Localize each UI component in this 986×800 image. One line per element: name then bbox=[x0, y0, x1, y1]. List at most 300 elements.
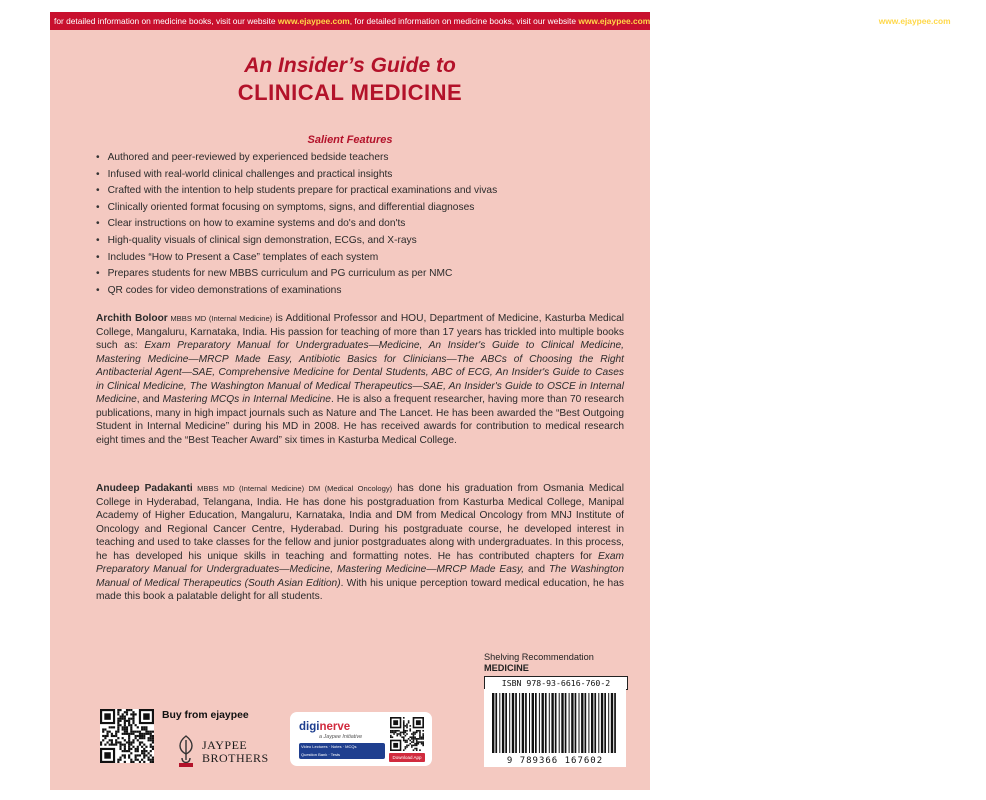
qr-module bbox=[119, 741, 121, 743]
qr-module bbox=[122, 733, 124, 735]
qr-module bbox=[135, 759, 137, 761]
qr-module bbox=[152, 757, 154, 759]
qr-module bbox=[398, 730, 400, 732]
qr-module bbox=[104, 752, 110, 758]
qr-module bbox=[102, 735, 104, 737]
qr-module bbox=[102, 739, 104, 741]
qr-module bbox=[403, 722, 405, 724]
qr-module bbox=[111, 744, 113, 746]
qr-module bbox=[416, 741, 418, 743]
qr-module bbox=[148, 759, 150, 761]
qr-module bbox=[393, 732, 395, 734]
barcode-bar bbox=[545, 693, 547, 753]
qr-module bbox=[130, 718, 132, 720]
qr-module bbox=[419, 730, 421, 732]
qr-module bbox=[150, 744, 152, 746]
barcode-bar bbox=[569, 693, 570, 753]
qr-module bbox=[117, 761, 119, 763]
qr-module bbox=[117, 726, 119, 728]
qr-module bbox=[400, 735, 402, 737]
qr-module bbox=[145, 731, 147, 733]
qr-module bbox=[145, 733, 147, 735]
qr-module bbox=[413, 738, 415, 740]
qr-module bbox=[403, 717, 405, 719]
website-url[interactable]: www.ejaypee.com bbox=[277, 16, 350, 26]
qr-module bbox=[413, 741, 415, 743]
qr-module bbox=[143, 744, 145, 746]
barcode-bar bbox=[555, 693, 557, 753]
qr-module bbox=[130, 761, 132, 763]
qr-module bbox=[143, 733, 145, 735]
qr-module bbox=[128, 720, 130, 722]
qr-module bbox=[141, 750, 143, 752]
qr-module bbox=[130, 728, 132, 730]
qr-module bbox=[132, 718, 134, 720]
qr-module bbox=[139, 735, 141, 737]
qr-module bbox=[128, 718, 130, 720]
qr-module bbox=[135, 731, 137, 733]
qr-module bbox=[130, 726, 132, 728]
qr-module bbox=[416, 745, 418, 747]
qr-module bbox=[109, 744, 111, 746]
bio-text: and bbox=[524, 564, 549, 575]
qr-module bbox=[124, 761, 126, 763]
qr-module bbox=[411, 733, 413, 735]
qr-module bbox=[148, 731, 150, 733]
qr-module bbox=[130, 741, 132, 743]
qr-module bbox=[413, 745, 415, 747]
qr-module bbox=[128, 722, 130, 724]
qr-module bbox=[145, 728, 147, 730]
barcode-bar bbox=[588, 693, 589, 753]
qr-module bbox=[126, 720, 128, 722]
qr-module bbox=[130, 744, 132, 746]
qr-module bbox=[416, 730, 418, 732]
bio-text: has done his graduation from Osmania Medical College in Hyderabad, Telangana, India. He has done his postgraduation from Kasturba Medical College, Manipal Academy of Higher Education, Mangaluru, Karnataka, India and DM from Medical Oncology from MNJ Institute of Oncology and Regional Cancer Centre, Hyderabad. During his postgraduate course, he developed interest in teaching and used to take classes for the fellow and junior postgraduates along with undergraduates. In this process, he has developed his unique skills in teaching and formatting notes. He has contributed chapters for bbox=[96, 483, 624, 562]
qr-module bbox=[405, 746, 407, 748]
qr-module bbox=[398, 733, 400, 735]
qr-module bbox=[119, 709, 121, 711]
qr-module bbox=[152, 737, 154, 739]
qr-module bbox=[390, 730, 392, 732]
qr-module bbox=[109, 739, 111, 741]
barcode-bar bbox=[499, 693, 500, 753]
qr-module bbox=[422, 743, 424, 745]
barcode-bar bbox=[579, 693, 580, 753]
barcode-bar bbox=[529, 693, 530, 753]
barcode-number: 9 789366 167602 bbox=[506, 756, 604, 766]
qr-module bbox=[132, 720, 134, 722]
qr-module bbox=[401, 736, 403, 738]
qr-module bbox=[111, 726, 113, 728]
qr-module bbox=[406, 746, 408, 748]
qr-module bbox=[137, 759, 139, 761]
qr-module bbox=[393, 730, 395, 732]
diginerve-qr-icon[interactable] bbox=[390, 717, 424, 751]
qr-module bbox=[137, 750, 139, 752]
qr-module bbox=[132, 731, 134, 733]
qr-module bbox=[117, 737, 119, 739]
qr-module bbox=[128, 744, 130, 746]
qr-module bbox=[421, 743, 423, 745]
barcode-bar bbox=[565, 693, 567, 753]
qr-module bbox=[411, 741, 413, 743]
qr-code-icon[interactable] bbox=[100, 709, 154, 763]
qr-module bbox=[132, 733, 134, 735]
qr-module bbox=[419, 732, 421, 734]
qr-module bbox=[124, 711, 126, 713]
qr-module bbox=[145, 746, 147, 748]
qr-module bbox=[408, 722, 410, 724]
qr-module bbox=[395, 730, 397, 732]
isbn-barcode bbox=[484, 689, 626, 767]
qr-module bbox=[137, 754, 139, 756]
qr-module bbox=[405, 730, 407, 732]
qr-module bbox=[416, 720, 421, 725]
qr-module bbox=[405, 735, 407, 737]
qr-module bbox=[408, 720, 410, 722]
qr-module bbox=[403, 733, 405, 735]
barcode-bar bbox=[581, 693, 583, 753]
qr-module bbox=[122, 718, 124, 720]
qr-module bbox=[409, 730, 411, 732]
qr-module bbox=[405, 725, 407, 727]
qr-module bbox=[141, 752, 143, 754]
qr-module bbox=[119, 759, 121, 761]
qr-module bbox=[139, 737, 141, 739]
qr-module bbox=[111, 741, 113, 743]
qr-module bbox=[150, 754, 152, 756]
qr-module bbox=[405, 748, 407, 750]
qr-module bbox=[143, 761, 145, 763]
qr-module bbox=[122, 728, 124, 730]
qr-module bbox=[422, 738, 424, 740]
qr-module bbox=[409, 725, 411, 727]
author-name: Anudeep Padakanti bbox=[96, 483, 193, 494]
qr-module bbox=[421, 738, 423, 740]
qr-module bbox=[403, 732, 405, 734]
qr-module bbox=[135, 748, 137, 750]
qr-module bbox=[408, 738, 410, 740]
qr-module bbox=[117, 713, 119, 715]
barcode-bar bbox=[561, 693, 563, 753]
qr-module bbox=[150, 735, 152, 737]
qr-module bbox=[419, 735, 421, 737]
qr-module bbox=[132, 761, 134, 763]
qr-module bbox=[400, 732, 402, 734]
shelving-label: Shelving Recommendation bbox=[484, 652, 594, 662]
qr-module bbox=[124, 726, 126, 728]
qr-module bbox=[115, 741, 117, 743]
bio-text: Exam Preparatory Manual for Undergraduates—Medicine, Mastering Medicine—MRCP Made Easy, bbox=[96, 550, 624, 575]
qr-module bbox=[150, 739, 152, 741]
feature-item: • Prepares students for new MBBS curriculum and PG curriculum as per NMC bbox=[96, 266, 497, 283]
qr-module bbox=[413, 740, 415, 742]
strip-text: , for detailed information on medicine books, visit our website bbox=[349, 16, 579, 26]
author-bio-1 bbox=[96, 312, 624, 447]
qr-module bbox=[406, 725, 408, 727]
qr-module bbox=[409, 740, 411, 742]
qr-module bbox=[137, 731, 139, 733]
qr-module bbox=[100, 744, 102, 746]
qr-module bbox=[122, 737, 124, 739]
qr-module bbox=[414, 732, 416, 734]
website-url[interactable]: www.ejaypee.com bbox=[878, 16, 951, 26]
qr-module bbox=[413, 749, 415, 751]
qr-module bbox=[409, 728, 411, 730]
qr-module bbox=[150, 737, 152, 739]
qr-module bbox=[403, 727, 405, 729]
qr-module bbox=[128, 741, 130, 743]
download-app-button[interactable]: Download App bbox=[389, 753, 425, 762]
qr-module bbox=[122, 715, 124, 717]
qr-module bbox=[128, 733, 130, 735]
qr-module bbox=[139, 754, 141, 756]
qr-module bbox=[141, 759, 143, 761]
author-bio-2 bbox=[96, 482, 624, 604]
shelving-recommendation bbox=[484, 652, 594, 674]
qr-module bbox=[422, 745, 424, 747]
qr-module bbox=[115, 735, 117, 737]
barcode-bar bbox=[591, 693, 593, 753]
qr-module bbox=[413, 736, 415, 738]
qr-module bbox=[419, 741, 421, 743]
qr-module bbox=[405, 732, 407, 734]
qr-module bbox=[408, 745, 410, 747]
qr-module bbox=[135, 737, 137, 739]
qr-module bbox=[393, 720, 398, 725]
qr-module bbox=[113, 726, 115, 728]
qr-module bbox=[104, 744, 106, 746]
barcode-bar bbox=[502, 693, 504, 753]
author-degrees: MBBS MD (Internal Medicine) bbox=[167, 314, 273, 323]
barcode-bar bbox=[525, 693, 527, 753]
qr-module bbox=[416, 738, 418, 740]
qr-module bbox=[124, 718, 126, 720]
qr-module bbox=[409, 743, 411, 745]
qr-module bbox=[117, 718, 119, 720]
qr-module bbox=[411, 745, 413, 747]
qr-module bbox=[122, 744, 124, 746]
qr-module bbox=[117, 720, 119, 722]
isbn-text: ISBN 978-93-6616-760-2 bbox=[484, 676, 628, 690]
qr-module bbox=[403, 723, 405, 725]
barcode-bar bbox=[495, 693, 497, 753]
qr-module bbox=[150, 746, 152, 748]
barcode-bar bbox=[549, 693, 550, 753]
diginerve-subtitle: a Jaypee Initiative bbox=[319, 734, 363, 740]
author-name: Archith Boloor bbox=[96, 313, 168, 324]
qr-module bbox=[411, 738, 413, 740]
qr-module bbox=[137, 735, 139, 737]
qr-module bbox=[393, 733, 395, 735]
qr-module bbox=[416, 740, 418, 742]
qr-module bbox=[126, 713, 128, 715]
qr-module bbox=[137, 748, 139, 750]
qr-module bbox=[150, 761, 152, 763]
diginerve-feature: Video Lectures · Notes · MCQs bbox=[301, 744, 357, 749]
feature-item: • Crafted with the intention to help students prepare for practical examinations and vivas bbox=[96, 183, 497, 200]
qr-module bbox=[418, 743, 420, 745]
qr-module bbox=[135, 750, 137, 752]
qr-module bbox=[141, 735, 143, 737]
qr-module bbox=[416, 749, 418, 751]
qr-module bbox=[392, 730, 394, 732]
qr-module bbox=[122, 726, 124, 728]
qr-module bbox=[106, 735, 108, 737]
qr-module bbox=[150, 731, 152, 733]
qr-module bbox=[143, 752, 145, 754]
qr-module bbox=[145, 726, 147, 728]
qr-module bbox=[141, 741, 143, 743]
qr-module bbox=[403, 749, 405, 751]
qr-module bbox=[135, 754, 137, 756]
diginerve-panel[interactable] bbox=[290, 712, 432, 766]
qr-module bbox=[132, 741, 134, 743]
jaypee-line-1: JAYPEE bbox=[202, 738, 248, 752]
qr-module bbox=[104, 713, 110, 719]
qr-module bbox=[141, 746, 143, 748]
qr-module bbox=[403, 736, 405, 738]
qr-module bbox=[132, 746, 134, 748]
bio-text: Exam Preparatory Manual for Undergraduates—Medicine, An Insider's Guide to Clinical Medicine, Mastering Medicine—MRCP Made Easy, Antibiotic Basics for Clinicians—The ABCs of Choosing the Right Antibacterial Agent—SAE, Comprehensive Medicine for Dental Students, ABC of ECG, An Insider's Guide to Cases in Clinical Medicine, The Washington Manual of Medical Therapeutics—SAE, An Insider's Guide to OSCE in Internal Medicine bbox=[96, 340, 624, 405]
qr-module bbox=[126, 709, 128, 711]
qr-module bbox=[145, 750, 147, 752]
qr-module bbox=[390, 732, 392, 734]
strip-text: for detailed information on medicine books, visit our website bbox=[54, 16, 278, 26]
qr-module bbox=[150, 750, 152, 752]
qr-module bbox=[390, 736, 392, 738]
qr-module bbox=[422, 730, 424, 732]
qr-module bbox=[122, 754, 124, 756]
salient-heading: Salient Features bbox=[307, 134, 393, 146]
qr-module bbox=[395, 732, 397, 734]
qr-module bbox=[132, 715, 134, 717]
qr-module bbox=[141, 726, 143, 728]
qr-module bbox=[414, 733, 416, 735]
barcode-bar bbox=[542, 693, 544, 753]
qr-module bbox=[422, 735, 424, 737]
barcode-bar bbox=[585, 693, 587, 753]
barcode-bar bbox=[539, 693, 540, 753]
qr-module bbox=[100, 741, 102, 743]
barcode-bar bbox=[594, 693, 596, 753]
qr-module bbox=[119, 718, 121, 720]
qr-module bbox=[411, 746, 413, 748]
qr-module bbox=[119, 757, 121, 759]
qr-module bbox=[124, 722, 126, 724]
qr-module bbox=[414, 738, 416, 740]
qr-module bbox=[141, 728, 143, 730]
feature-item: • Authored and peer-reviewed by experienced bedside teachers bbox=[96, 150, 497, 167]
qr-module bbox=[106, 731, 108, 733]
qr-module bbox=[124, 748, 126, 750]
qr-module bbox=[403, 725, 405, 727]
barcode-bar bbox=[505, 693, 507, 753]
bio-text: is Additional Professor and HOU, Department of Medicine, Kasturba Medical College, Mangaluru, Karnataka, India. His passion for teaching of more than 17 years has trickled into multiple books such as: bbox=[96, 313, 624, 351]
barcode-bar bbox=[608, 693, 609, 753]
qr-module bbox=[406, 723, 408, 725]
qr-module bbox=[414, 748, 416, 750]
qr-module bbox=[400, 733, 402, 735]
barcode-bar bbox=[509, 693, 510, 753]
qr-module bbox=[124, 739, 126, 741]
qr-module bbox=[414, 745, 416, 747]
qr-module bbox=[119, 746, 121, 748]
qr-module bbox=[113, 744, 115, 746]
qr-module bbox=[141, 733, 143, 735]
qr-module bbox=[419, 736, 421, 738]
qr-module bbox=[135, 724, 137, 726]
barcode-bar bbox=[515, 693, 517, 753]
qr-module bbox=[109, 726, 111, 728]
qr-module bbox=[152, 761, 154, 763]
qr-module bbox=[421, 736, 423, 738]
qr-module bbox=[405, 740, 407, 742]
qr-module bbox=[115, 739, 117, 741]
qr-module bbox=[406, 740, 408, 742]
qr-module bbox=[403, 730, 405, 732]
qr-module bbox=[143, 713, 149, 719]
qr-module bbox=[152, 731, 154, 733]
qr-module bbox=[139, 744, 141, 746]
qr-module bbox=[117, 741, 119, 743]
barcode-bar bbox=[601, 693, 603, 753]
qr-module bbox=[143, 735, 145, 737]
qr-module bbox=[414, 743, 416, 745]
qr-module bbox=[139, 741, 141, 743]
qr-module bbox=[117, 724, 119, 726]
qr-module bbox=[150, 759, 152, 761]
qr-module bbox=[122, 713, 124, 715]
qr-module bbox=[152, 739, 154, 741]
qr-module bbox=[403, 728, 405, 730]
qr-module bbox=[130, 724, 132, 726]
qr-module bbox=[104, 728, 106, 730]
qr-module bbox=[128, 754, 130, 756]
qr-module bbox=[132, 722, 134, 724]
qr-module bbox=[143, 728, 145, 730]
qr-module bbox=[148, 752, 150, 754]
qr-module bbox=[139, 761, 141, 763]
qr-module bbox=[128, 724, 130, 726]
qr-module bbox=[137, 739, 139, 741]
qr-module bbox=[102, 731, 104, 733]
qr-module bbox=[124, 715, 126, 717]
qr-module bbox=[124, 728, 126, 730]
barcode-bar bbox=[512, 693, 514, 753]
qr-module bbox=[117, 722, 119, 724]
qr-module bbox=[416, 748, 418, 750]
qr-module bbox=[401, 732, 403, 734]
website-strip bbox=[50, 12, 986, 30]
qr-module bbox=[141, 737, 143, 739]
bio-text: Mastering MCQs in Internal Medicine bbox=[162, 394, 331, 405]
barcode-bar bbox=[598, 693, 599, 753]
qr-module bbox=[406, 745, 408, 747]
qr-module bbox=[130, 709, 132, 711]
qr-module bbox=[422, 736, 424, 738]
barcode-bars bbox=[484, 689, 626, 755]
barcode-bar bbox=[559, 693, 560, 753]
qr-module bbox=[143, 754, 145, 756]
qr-module bbox=[128, 757, 130, 759]
strip-text: , for detailed information on medicine books, visit our website bbox=[650, 16, 879, 26]
website-url[interactable]: www.ejaypee.com bbox=[578, 16, 651, 26]
qr-module bbox=[403, 740, 405, 742]
qr-module bbox=[152, 748, 154, 750]
qr-module bbox=[117, 759, 119, 761]
